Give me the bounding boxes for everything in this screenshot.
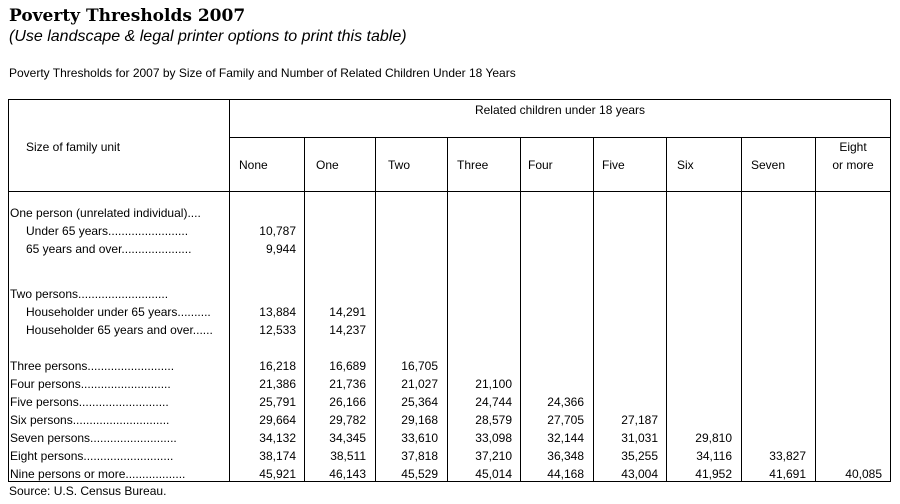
col-header-six: Six [677,158,694,172]
threshold-value: 10,787 [259,224,296,238]
threshold-value: 25,791 [259,395,296,409]
threshold-value: 27,705 [547,413,584,427]
threshold-value: 21,736 [329,377,366,391]
threshold-value: 33,610 [401,431,438,445]
threshold-value: 29,664 [259,413,296,427]
threshold-value: 12,533 [259,323,296,337]
group-header-divider [229,137,891,138]
threshold-value: 34,345 [329,431,366,445]
threshold-value: 41,691 [769,467,806,481]
threshold-value: 37,818 [401,449,438,463]
col-divider [375,137,376,482]
threshold-value: 27,187 [621,413,658,427]
table-border-top [8,99,891,100]
threshold-value: 41,952 [695,467,732,481]
threshold-value: 25,364 [401,395,438,409]
col-header-or-more: or more [832,158,874,172]
threshold-value: 21,386 [259,377,296,391]
row-label: Five persons........................... [10,395,169,409]
threshold-value: 14,237 [329,323,366,337]
col-header-three: Three [457,158,489,172]
threshold-value: 45,921 [259,467,296,481]
col-header-four: Four [528,158,553,172]
threshold-value: 29,168 [401,413,438,427]
threshold-value: 16,218 [259,359,296,373]
col-header-none: None [239,158,268,172]
size-of-family-header: Size of family unit [26,140,121,154]
col-divider [229,99,230,482]
col-divider [304,137,305,482]
threshold-value: 33,098 [475,431,512,445]
table-border-left [8,99,9,482]
threshold-value: 29,782 [329,413,366,427]
threshold-value: 32,144 [547,431,584,445]
col-divider [447,137,448,482]
page-title: Poverty Thresholds 2007 [9,6,246,26]
threshold-value: 45,529 [401,467,438,481]
row-label: Under 65 years........................ [26,224,189,238]
col-header-two: Two [388,158,411,172]
threshold-value: 43,004 [621,467,658,481]
threshold-value: 38,174 [259,449,296,463]
threshold-value: 36,348 [547,449,584,463]
threshold-value: 35,255 [621,449,658,463]
row-label: Nine persons or more.................. [10,467,186,481]
col-header-seven: Seven [751,158,786,172]
source-note: Source: U.S. Census Bureau. [9,484,167,498]
related-children-header: Related children under 18 years [474,103,646,117]
threshold-value: 29,810 [695,431,732,445]
threshold-value: 14,291 [329,305,366,319]
threshold-value: 24,366 [547,395,584,409]
threshold-value: 24,744 [475,395,512,409]
col-header-eight: Eight [839,140,867,154]
row-label: Six persons............................. [10,413,170,427]
row-label: 65 years and over..................... [26,242,192,256]
threshold-value: 37,210 [475,449,512,463]
col-divider [520,137,521,482]
threshold-value: 26,166 [329,395,366,409]
threshold-value: 45,014 [475,467,512,481]
row-label: Seven persons.......................... [10,431,177,445]
row-label: Householder 65 years and over...... [26,323,213,337]
threshold-value: 16,689 [329,359,366,373]
col-divider [666,137,667,482]
threshold-value: 16,705 [401,359,438,373]
threshold-value: 34,132 [259,431,296,445]
threshold-value: 21,027 [401,377,438,391]
row-label: Householder under 65 years.......... [26,305,211,319]
threshold-value: 46,143 [329,467,366,481]
row-label: Four persons........................... [10,377,171,391]
col-divider [741,137,742,482]
threshold-value: 44,168 [547,467,584,481]
thresholds-table [8,99,891,482]
threshold-value: 34,116 [696,449,732,463]
col-header-five: Five [602,158,625,172]
threshold-value: 38,511 [330,449,366,463]
threshold-value: 13,884 [259,305,296,319]
row-label: Eight persons........................... [10,449,174,463]
threshold-value: 31,031 [621,431,658,445]
threshold-value: 28,579 [475,413,512,427]
row-label: One person (unrelated individual).... [10,206,201,220]
header-bottom-divider [8,191,891,192]
row-label: Two persons........................... [10,287,169,301]
col-divider [593,137,594,482]
threshold-value: 40,085 [845,467,882,481]
col-header-one: One [316,158,339,172]
print-note: (Use landscape & legal printer options to print this table) [9,28,407,45]
row-label: Three persons.......................... [10,359,175,373]
threshold-value: 9,944 [265,242,296,256]
table-caption: Poverty Thresholds for 2007 by Size of Family and Number of Related Children Under 18 Years [9,66,516,80]
col-divider [815,137,816,482]
threshold-value: 21,100 [475,377,512,391]
threshold-value: 33,827 [769,449,806,463]
